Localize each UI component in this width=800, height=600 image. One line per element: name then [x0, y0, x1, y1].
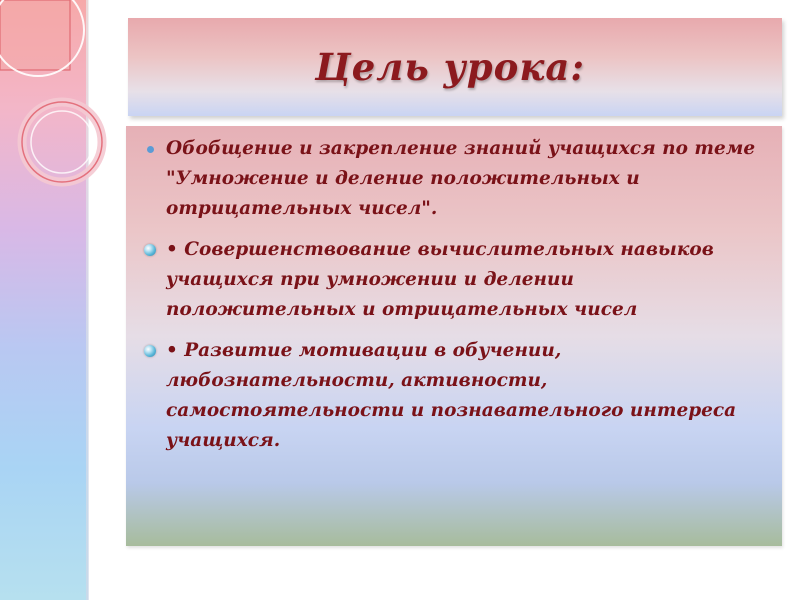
- bullet-text: • Развитие мотивации в обучении, любознательности, активности, самостоятельности и познавательного интереса учащихся.: [166, 340, 737, 451]
- bullet-text: Обобщение и закрепление знаний учащихся по теме "Умножение и деление положительных и отрицательных чисел".: [166, 138, 756, 219]
- title-panel: [128, 18, 782, 116]
- bullet-text: • Совершенствование вычислительных навыков учащихся при умножении и делении положительных и отрицательных чисел: [166, 239, 714, 320]
- bullet-list: [140, 134, 770, 467]
- bullet-item: [140, 134, 770, 224]
- corner-square-decor: [0, 0, 70, 70]
- sphere-icon: [140, 336, 160, 366]
- decorative-rings: [0, 0, 130, 210]
- dot-icon: [140, 134, 160, 164]
- ring-inner-decor: [31, 111, 93, 173]
- ring-pink-outline-decor: [22, 102, 102, 182]
- bullet-item: [140, 235, 770, 325]
- bullet-item: [140, 336, 770, 456]
- slide-title: Цель урока:: [314, 45, 586, 89]
- sphere-icon: [140, 235, 160, 265]
